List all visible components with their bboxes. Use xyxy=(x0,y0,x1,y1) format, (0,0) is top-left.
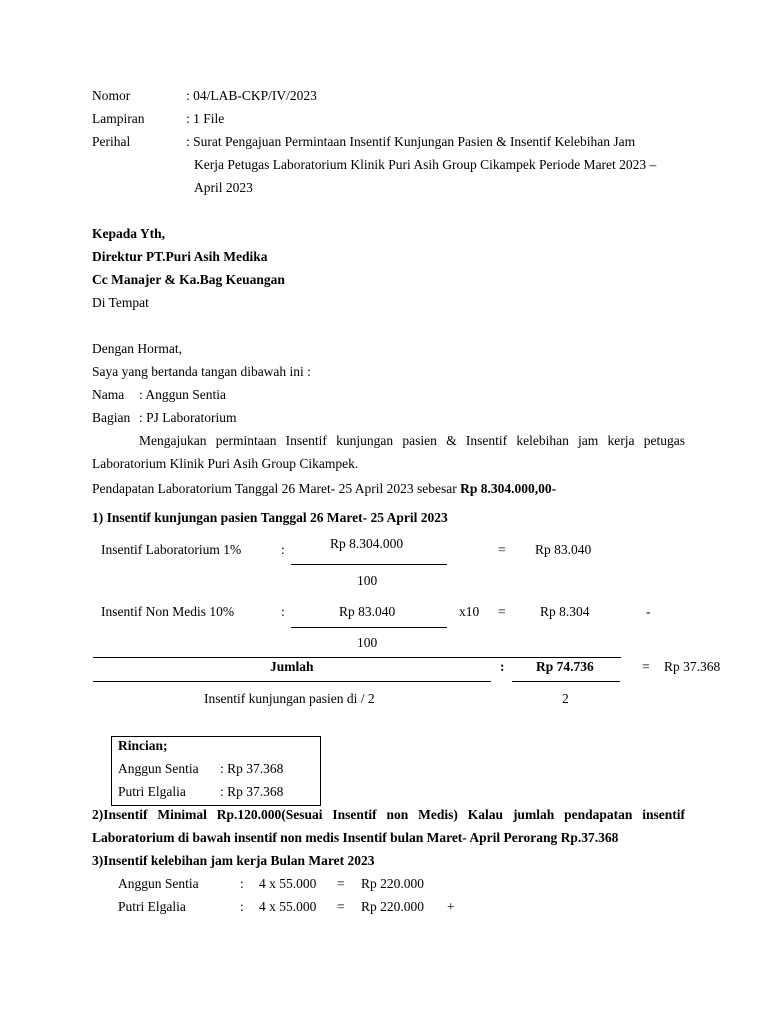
bagian-value: : PJ Laboratorium xyxy=(139,410,237,425)
jumlah-value: Rp 74.736 xyxy=(536,659,594,674)
fraction-line-2 xyxy=(291,627,447,628)
lembur-colon-1: : xyxy=(240,876,244,891)
recipient-line-3: Cc Manajer & Ka.Bag Keuangan xyxy=(92,272,285,287)
insentif-non-medis-times: x10 xyxy=(459,604,480,619)
perihal-line-1: : Surat Pengajuan Permintaan Insentif Kunjungan Pasien & Insentif Kelebihan Jam xyxy=(186,134,636,149)
lembur-calc-2: 4 x 55.000 xyxy=(259,899,317,914)
greeting: Dengan Hormat, xyxy=(92,341,182,356)
insentif-lab-result: Rp 83.040 xyxy=(535,542,592,557)
lembur-op-2: + xyxy=(447,899,455,914)
rincian-name-1: Anggun Sentia xyxy=(118,761,199,776)
lembur-equals-2: = xyxy=(337,899,345,914)
recipient-line-1: Kepada Yth, xyxy=(92,226,166,241)
insentif-lab-colon: : xyxy=(281,542,285,557)
lembur-result-2: Rp 220.000 xyxy=(361,899,425,914)
divide-value: 2 xyxy=(562,691,569,706)
perihal-label: Perihal xyxy=(92,134,131,149)
section-1-title: 1) Insentif kunjungan pasien Tanggal 26 Maret- 25 April 2023 xyxy=(92,510,448,525)
lembur-result-1: Rp 220.000 xyxy=(361,876,425,891)
nomor-label: Nomor xyxy=(92,88,131,103)
perihal-line-3: April 2023 xyxy=(194,180,253,195)
fraction-line-1 xyxy=(291,564,447,565)
insentif-lab-numerator: Rp 8.304.000 xyxy=(330,536,404,551)
pendapatan-text: Pendapatan Laboratorium Tanggal 26 Maret- 25 April 2023 sebesar xyxy=(92,481,461,496)
jumlah-colon: : xyxy=(500,659,505,674)
section-3-title: 3)Insentif kelebihan jam kerja Bulan Maret 2023 xyxy=(92,853,375,868)
insentif-non-medis-colon: : xyxy=(281,604,285,619)
bagian-label: Bagian xyxy=(92,410,131,425)
lembur-calc-1: 4 x 55.000 xyxy=(259,876,317,891)
jumlah-bottom-line-right xyxy=(512,681,620,682)
rincian-title: Rincian; xyxy=(118,738,168,753)
paragraph-1-line-1: Mengajukan permintaan Insentif kunjungan pasien & Insentif kelebihan jam kerja petugas xyxy=(139,433,685,448)
lembur-colon-2: : xyxy=(240,899,244,914)
insentif-lab-label: Insentif Laboratorium 1% xyxy=(101,542,242,557)
rincian-name-2: Putri Elgalia xyxy=(118,784,186,799)
section-2-line-2: Laboratorium di bawah insentif non medis Insentif bulan Maret- April Perorang Rp.37.368 xyxy=(92,830,619,845)
jumlah-result: Rp 37.368 xyxy=(664,659,721,674)
subtraction-sign: - xyxy=(646,604,651,619)
perihal-line-2: Kerja Petugas Laboratorium Klinik Puri Asih Group Cikampek Periode Maret 2023 – xyxy=(194,157,657,172)
recipient-line-2: Direktur PT.Puri Asih Medika xyxy=(92,249,268,264)
lembur-name-2: Putri Elgalia xyxy=(118,899,186,914)
divide-label: Insentif kunjungan pasien di / 2 xyxy=(204,691,375,706)
lampiran-value: : 1 File xyxy=(186,111,225,126)
lembur-name-1: Anggun Sentia xyxy=(118,876,199,891)
paragraph-1-line-2: Laboratorium Klinik Puri Asih Group Cikampek. xyxy=(92,456,359,471)
rincian-value-1: : Rp 37.368 xyxy=(220,761,284,776)
lembur-equals-1: = xyxy=(337,876,345,891)
insentif-non-medis-result: Rp 8.304 xyxy=(540,604,590,619)
insentif-non-medis-numerator: Rp 83.040 xyxy=(339,604,396,619)
nama-value: : Anggun Sentia xyxy=(139,387,226,402)
insentif-non-medis-denominator: 100 xyxy=(357,635,378,650)
pendapatan-line xyxy=(92,481,556,497)
insentif-non-medis-equals: = xyxy=(498,604,506,619)
rincian-value-2: : Rp 37.368 xyxy=(220,784,284,799)
jumlah-equals: = xyxy=(642,659,650,674)
intro-line: Saya yang bertanda tangan dibawah ini : xyxy=(92,364,311,379)
lampiran-label: Lampiran xyxy=(92,111,145,126)
insentif-lab-denominator: 100 xyxy=(357,573,378,588)
jumlah-top-line xyxy=(93,657,621,658)
insentif-non-medis-label: Insentif Non Medis 10% xyxy=(101,604,235,619)
nama-label: Nama xyxy=(92,387,125,402)
recipient-line-4: Di Tempat xyxy=(92,295,149,310)
insentif-lab-equals: = xyxy=(498,542,506,557)
jumlah-label: Jumlah xyxy=(270,659,314,674)
pendapatan-amount: Rp 8.304.000,00- xyxy=(460,481,557,496)
jumlah-bottom-line-left xyxy=(93,681,491,682)
nomor-value: : 04/LAB-CKP/IV/2023 xyxy=(186,88,317,103)
section-2-line-1: 2)Insentif Minimal Rp.120.000(Sesuai Insentif non Medis) Kalau jumlah pendapatan insentif xyxy=(92,807,685,822)
